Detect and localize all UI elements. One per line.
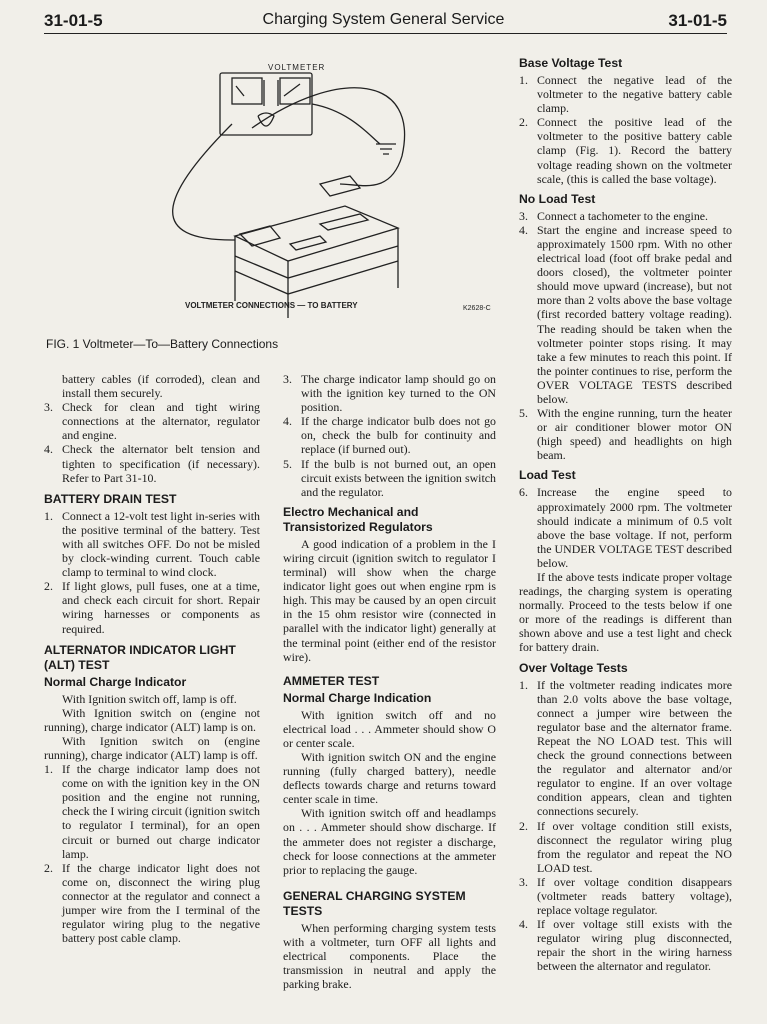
list-item: 2. If over voltage condition still exists, disconnect the regulator wiring plug from the regulator and repeat the NO LOAD test. <box>519 818 732 875</box>
section-heading: AMMETER TEST <box>283 673 380 688</box>
column-3 <box>519 56 732 974</box>
paragraph: With Ignition switch on (engine running), charge indicator (ALT) lamp is off. <box>44 733 260 762</box>
list-item: 1. Connect a 12-volt test light in-series with the positive terminal of the battery. Test with all switches OFF. Do not be misled by clock-winding current. Touch cable clamp to terminal to wind clock. <box>44 508 260 580</box>
list-item: 4. If the charge indicator bulb does not go on, check the bulb for continuity and replace (if burned out). <box>283 414 496 457</box>
section-heading: BATTERY DRAIN TEST <box>44 491 177 506</box>
paragraph: With ignition switch ON and the engine running (fully charged battery), needle deflects towards charge and returns toward center scale in time. <box>283 749 496 807</box>
page-number-right: 31-01-5 <box>668 11 727 30</box>
list-item: 1. Connect the negative lead of the voltmeter to the negative battery cable clamp. <box>519 73 732 116</box>
figure-inner-caption: VOLTMETER CONNECTIONS — TO BATTERY <box>185 301 358 310</box>
figure-meter-label: VOLTMETER <box>268 63 326 72</box>
paragraph: A good indication of a problem in the I wiring circuit (ignition switch to regulator I terminal) will show when the charge indicator light goes out when engine rpm is high. This may be caused by an open circuit in the 15 ohm resistor wire (connected in parallel with the indicator light) generally at the terminal point (either end of the resistor wire). <box>283 536 496 664</box>
section-heading: Load Test <box>519 468 576 483</box>
list-item: 3. If over voltage condition disappears (voltmeter reads battery voltage), replace voltage regulator. <box>519 874 732 918</box>
paragraph: With Ignition switch off, lamp is off. <box>62 691 237 706</box>
page-number-left: 31-01-5 <box>44 11 103 30</box>
list-item: 5. With the engine running, turn the heater or air conditioner blower motor ON (high speed) and headlights on high beam. <box>519 406 732 463</box>
paragraph: battery cables (if corroded), clean and install them securely. <box>62 372 260 401</box>
page-header <box>0 8 767 34</box>
paragraph: With Ignition switch on (engine not running), charge indicator (ALT) lamp is on. <box>44 705 260 734</box>
voltmeter-battery-figure <box>140 56 510 318</box>
section-heading: Base Voltage Test <box>519 56 623 70</box>
paragraph: If the above tests indicate proper voltage readings, the charging system is operating normally. Proceed to the tests below if one or more of the readings is different than shown above and use a test light and check for battery drain. <box>519 570 732 655</box>
section-heading: Over Voltage Tests <box>519 660 628 675</box>
paragraph: When performing charging system tests with a voltmeter, turn OFF all lights and electrical components. Place the transmission in neutral and apply the parking brake. <box>283 920 496 992</box>
column-2 <box>283 372 496 991</box>
section-heading: ALTERNATOR INDICATOR LIGHT (ALT) TEST <box>44 642 236 672</box>
list-item: 1. If the charge indicator lamp does not come on with the ignition key in the ON position and the engine not running, check the I wiring circuit (ignition switch to regulator I terminal), for an open circuit or burned out charge indicator lamp. <box>44 762 260 861</box>
section-heading: No Load Test <box>519 191 596 206</box>
list-item: 6. Increase the engine speed to approximately 2000 rpm. The voltmeter should indicate a minimum of 0.5 volt above the base voltage. If not, perform the UNDER VOLTAGE TEST described below. <box>519 485 732 570</box>
paragraph: With ignition switch off and no electrical load . . . Ammeter should show O or center scale. <box>283 707 496 750</box>
page-title: Charging System General Service <box>262 11 505 28</box>
section-heading: GENERAL CHARGING SYSTEM TESTS <box>283 888 466 918</box>
list-item: 3. The charge indicator lamp should go on with the ignition key turned to the ON position. <box>283 372 496 415</box>
list-item: 2. If light glows, pull fuses, one at a time, and check each circuit for short. Repair wiring harnesses or components as required. <box>44 579 260 636</box>
list-item: 4. If over voltage still exists with the regulator wiring plug disconnected, repair the short in the wiring harness between the alternator and regulator. <box>519 917 732 974</box>
figure-caption: FIG. 1 Voltmeter—To—Battery Connections <box>46 337 279 351</box>
paragraph: With ignition switch off and headlamps on . . . Ammeter should show discharge. If the ammeter does not register a discharge, check for loose connections at the ammeter prior to replacing the gauge. <box>283 806 496 877</box>
subsection-heading: Normal Charge Indication <box>283 690 432 705</box>
figure-code: K2628-C <box>463 305 491 312</box>
voltmeter-connection-illustration <box>140 56 510 318</box>
header-rule <box>44 33 727 34</box>
subsection-heading: Normal Charge Indicator <box>44 674 187 689</box>
list-item: 3. Check for clean and tight wiring connections at the alternator, regulator and engine. <box>44 400 260 443</box>
list-item: 5. If the bulb is not burned out, an open circuit exists between the ignition switch and the regulator. <box>283 456 496 499</box>
list-item: 4. Start the engine and increase speed to approximately 1500 rpm. With no other electrical load (foot off brake pedal and doors closed), the voltmeter pointer should move upward (increase), but not more than 2 volts above the base voltage (first recorded battery voltage reading). The reading should be taken when the voltmeter pointer stops rising. It may take a few minutes to reach this point. If the pointer continues to rise, perform the OVER VOLTAGE TESTS described below. <box>519 222 732 406</box>
column-1 <box>44 372 260 945</box>
list-item: 1. If the voltmeter reading indicates more than 2.0 volts above the base voltage, connect a jumper wire between the regulator base and the alternator frame. Repeat the NO LOAD test. This will check the ground connections between the regulator and alternator and/or regulator to engine. If an over voltage condition appears, clean and tighten connections securely. <box>519 677 732 819</box>
list-item: 3. Connect a tachometer to the engine. <box>519 208 709 223</box>
list-item: 2. If the charge indicator light does not come on, disconnect the wiring plug connector at the regulator and connect a jumper wire from the I terminal of the regulator wiring plug to the negative battery post cable clamp. <box>44 860 260 946</box>
list-item: 2. Connect the positive lead of the voltmeter to the positive battery cable clamp (Fig. 1). Record the battery voltage reading shown on the voltmeter scale, (this is called the base voltage). <box>519 115 732 186</box>
list-item: 4. Check the alternator belt tension and tighten to specification (if necessary). Refer to Part 31-10. <box>44 442 260 485</box>
section-heading: Electro Mechanical and Transistorized Regulators <box>283 504 433 534</box>
